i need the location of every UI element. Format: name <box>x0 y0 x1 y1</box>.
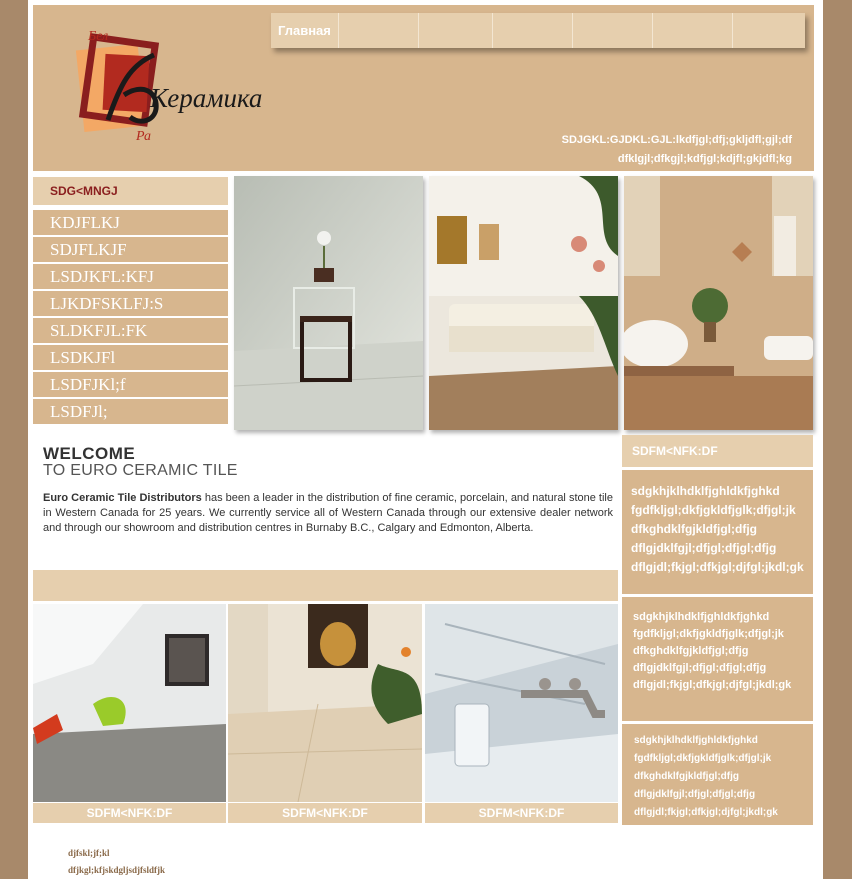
welcome-subtitle: TO EURO CERAMIC TILE <box>43 462 238 479</box>
footer <box>68 845 165 879</box>
header-tagline <box>562 131 792 169</box>
nav-item-2[interactable] <box>339 13 419 48</box>
welcome-text: has been a leader in the distribution of fine ceramic, porcelain, and natural stone tile in Western Canada for 25 years. We currently service all of Western Canada through our extensive dealer network and through our showroom and distribution centres in Burnaby B.C., Calgary and Edmonton, Alberta. <box>43 492 613 534</box>
gallery-caption-3[interactable]: SDFM<NFK:DF <box>425 803 618 823</box>
menu-item-3[interactable]: LSDJKFL:KFJ <box>33 264 228 289</box>
bathroom-image <box>624 176 813 430</box>
menu-item-5[interactable]: SLDKFJL:FK <box>33 318 228 343</box>
modern-room-image <box>33 604 226 802</box>
nav-item-7[interactable] <box>733 13 805 48</box>
sidebar-box-2-line: dflgjdklfgjl;dfjgl;dfjgl;dfjg <box>633 662 767 674</box>
logo-small-bottom: Ра <box>136 129 152 144</box>
nav-item-home[interactable]: Главная <box>271 13 339 48</box>
nav-item-3[interactable] <box>419 13 493 48</box>
footer-line-1: djfskl;jf;kl <box>68 848 110 858</box>
menu-title: SDG<MNGJ <box>33 177 228 205</box>
photo-foyer[interactable] <box>228 604 422 802</box>
sidebar-box-2-line: fgdfkljgl;dkfjgkldfjglk;dfjgl;jk <box>633 628 784 640</box>
photo-marble-bath[interactable] <box>425 604 618 802</box>
marble-bath-image <box>425 604 618 802</box>
side-menu <box>33 210 228 426</box>
sidebar-box-3 <box>622 724 813 825</box>
sidebar-box-1-line: dflgjdklfgjl;dfjgl;dfjgl;dfjg <box>631 541 777 555</box>
welcome-body <box>43 491 613 536</box>
sidebar-box-3-line: fgdfkljgl;dkfjgkldfjglk;dfjgl;jk <box>634 753 772 764</box>
company-name: Euro Ceramic Tile Distributors <box>43 492 202 504</box>
sidebar-box-1 <box>622 470 813 594</box>
sidebar-box-2-line: dflgjdl;fkjgl;dfkjgl;djfgl;jkdl;gk <box>633 679 792 691</box>
photo-living-room[interactable] <box>429 176 618 430</box>
tagline-line-1: SDJGKL:GJDKL:GJL:lkdfjgl;dfj;gkljdfl;gjl;df <box>561 134 792 146</box>
logo-small-top: Бел <box>88 29 109 44</box>
tagline-line-2: dfklgjl;dfkgjl;kdfjgl;kdjfl;gkjdfl;kg <box>617 153 792 165</box>
menu-item-1[interactable]: KDJFLKJ <box>33 210 228 235</box>
menu-item-4[interactable]: LJKDFSKLFJ:S <box>33 291 228 316</box>
sidebar-box-3-line: dflgjdl;fkjgl;dfkjgl;djfgl;jkdl;gk <box>634 807 778 818</box>
photo-modern-room[interactable] <box>33 604 226 802</box>
gallery-caption-1[interactable]: SDFM<NFK:DF <box>33 803 226 823</box>
sidebar-box-1-line: sdgkhjklhdklfjghldkfjghkd <box>631 484 780 498</box>
living-room-image <box>429 176 618 430</box>
sidebar-box-2 <box>622 597 813 721</box>
page-container <box>28 0 823 879</box>
menu-item-8[interactable]: LSDFJl; <box>33 399 228 424</box>
sidebar-box-2-line: dfkghdklfgjkldfjgl;dfjg <box>633 645 749 657</box>
sidebar-title: SDFM<NFK:DF <box>622 435 813 467</box>
photo-bathroom[interactable] <box>624 176 813 430</box>
sidebar-box-1-line: dflgjdl;fkjgl;dfkjgl;djfgl;jkdl;gk <box>631 560 804 574</box>
menu-item-2[interactable]: SDJFLKJF <box>33 237 228 262</box>
sidebar-box-3-line: dflgjdklfgjl;dfjgl;dfjgl;dfjg <box>634 789 756 800</box>
logo-text: Керамика <box>150 83 263 113</box>
nav-item-4[interactable] <box>493 13 573 48</box>
header <box>33 5 814 171</box>
welcome-title: WELCOME <box>43 444 136 463</box>
sidebar-box-3-line: sdgkhjklhdklfjghldkfjghkd <box>634 735 758 746</box>
sidebar-box-3-line: dfkghdklfgjkldfjgl;dfjg <box>634 771 739 782</box>
content-divider-band <box>33 570 618 601</box>
nav-item-6[interactable] <box>653 13 733 48</box>
tiled-room-image <box>234 176 423 430</box>
nav-item-5[interactable] <box>573 13 653 48</box>
menu-item-7[interactable]: LSDFJKl;f <box>33 372 228 397</box>
sidebar-box-1-line: fgdfkljgl;dkfjgkldfjglk;dfjgl;jk <box>631 503 796 517</box>
top-nav <box>271 13 805 48</box>
menu-item-6[interactable]: LSDKJFl <box>33 345 228 370</box>
photo-tiled-room[interactable] <box>234 176 423 430</box>
sidebar-box-2-line: sdgkhjklhdklfjghldkfjghkd <box>633 611 770 623</box>
footer-line-2: dfjkgl;kfjskdgljsdjfsldfjk <box>68 865 166 875</box>
foyer-image <box>228 604 422 802</box>
sidebar-box-1-line: dfkghdklfgjkldfjgl;dfjg <box>631 522 757 536</box>
gallery-caption-2[interactable]: SDFM<NFK:DF <box>228 803 422 823</box>
